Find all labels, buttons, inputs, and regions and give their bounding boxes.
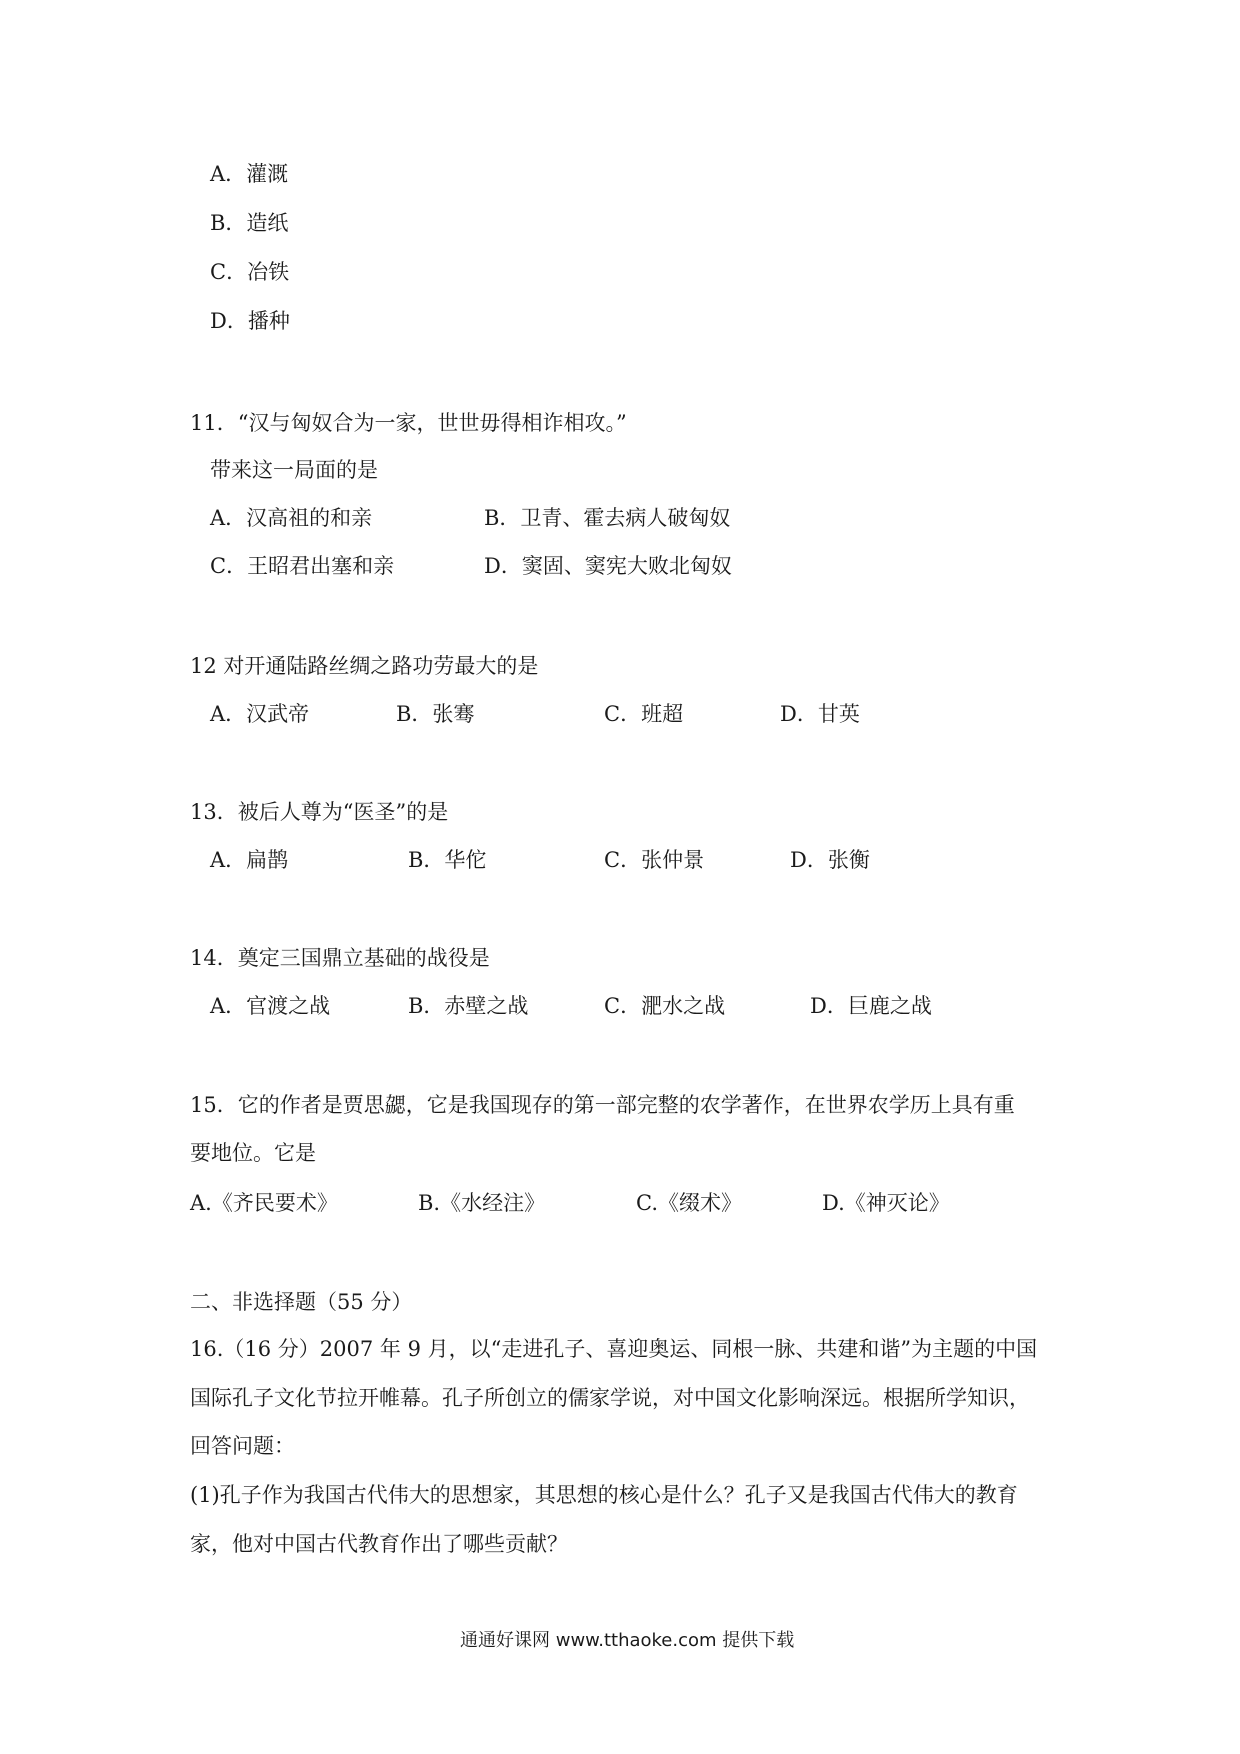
q11-stem-line2: 带来这一局面的是 [210,458,378,482]
q15-stem-line1: 15．它的作者是贾思勰，它是我国现存的第一部完整的农学著作，在世界农学历上具有重 [190,1093,1015,1117]
q13-option-c: C．张仲景 [604,848,705,872]
q15-stem-line2: 要地位。它是 [190,1141,316,1165]
q11-option-c: C．王昭君出塞和亲 [210,554,395,578]
q12-option-d: D．甘英 [780,702,860,726]
q14-option-d: D．巨鹿之战 [810,994,932,1018]
q13-stem: 13．被后人尊为“医圣”的是 [190,800,449,824]
q11-option-a: A．汉高祖的和亲 [210,506,373,530]
q16-line3: 回答问题： [190,1434,295,1458]
q14-option-c: C．淝水之战 [604,994,726,1018]
q16-line1: 16.（16 分）2007 年 9 月，以“走进孔子、喜迎奥运、同根一脉、共建和谐”为主题的中国 [190,1337,1038,1361]
q15-option-d: D.《神灭论》 [822,1191,950,1215]
page-footer: 通通好课网 www.tthaoke.com 提供下载 [460,1630,795,1651]
q15-option-c: C.《缀术》 [636,1191,742,1215]
q12-option-b: B．张骞 [396,702,475,726]
q16-line2: 国际孔子文化节拉开帷幕。孔子所创立的儒家学说，对中国文化影响深远。根据所学知识， [190,1386,1030,1410]
q11-stem: 11．“汉与匈奴合为一家，世世毋得相诈相攻。” [190,411,627,435]
q16-sub1-line2: 家，他对中国古代教育作出了哪些贡献？ [190,1532,568,1556]
q15-option-a: A.《齐民要术》 [190,1191,338,1215]
q12-option-a: A．汉武帝 [210,702,310,726]
q10-option-a: A．灌溉 [210,162,289,186]
q15-option-b: B.《水经注》 [418,1191,546,1215]
q11-option-d: D．窦固、窦宪大败北匈奴 [484,554,732,578]
q14-option-b: B．赤壁之战 [408,994,529,1018]
q14-option-a: A．官渡之战 [210,994,331,1018]
q12-option-c: C．班超 [604,702,684,726]
q10-option-d: D．播种 [210,309,290,333]
q13-option-b: B．华佗 [408,848,487,872]
q13-option-d: D．张衡 [790,848,870,872]
q10-option-b: B．造纸 [210,211,289,235]
q13-option-a: A．扁鹊 [210,848,289,872]
q14-stem: 14．奠定三国鼎立基础的战役是 [190,946,490,970]
q16-sub1-line1: (1)孔子作为我国古代伟大的思想家，其思想的核心是什么？孔子又是我国古代伟大的教育 [190,1483,1018,1507]
q11-option-b: B．卫青、霍去病人破匈奴 [484,506,731,530]
q12-stem: 12 对开通陆路丝绸之路功劳最大的是 [190,654,539,678]
q10-option-c: C．冶铁 [210,260,290,284]
section-heading: 二、非选择题（55 分） [190,1290,413,1314]
